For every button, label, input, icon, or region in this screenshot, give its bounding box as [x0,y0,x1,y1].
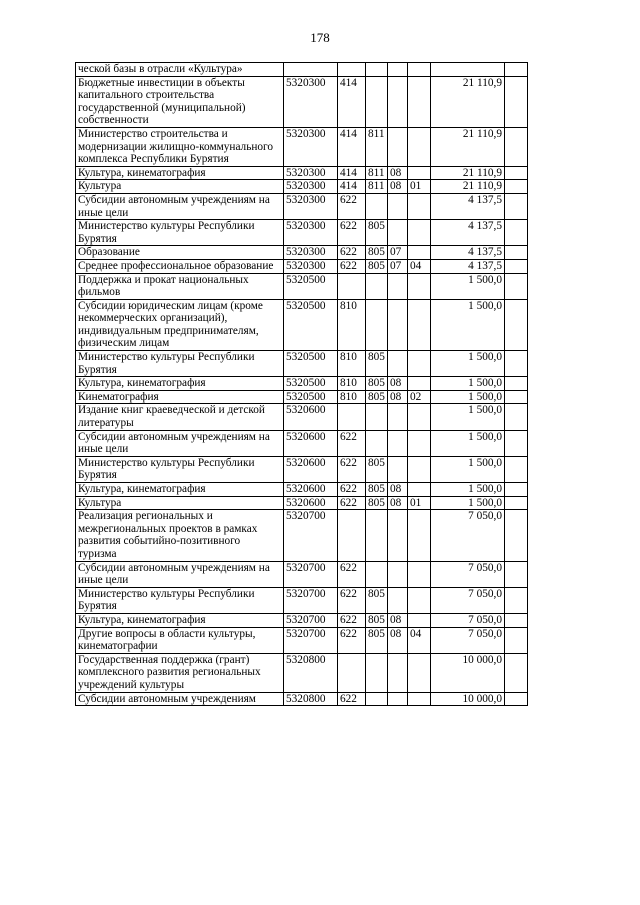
expense-type-cell: 622 [338,456,366,482]
subsection-cell [408,404,431,430]
section-cell [388,351,408,377]
subsection-cell [408,220,431,246]
section-cell [388,76,408,127]
target-article-cell: 5320800 [284,653,338,692]
amount-cell: 7 050,0 [431,510,505,561]
subsection-cell [408,613,431,627]
subsection-cell [408,299,431,350]
expense-type-cell: 622 [338,246,366,260]
section-cell [388,63,408,77]
amount-cell: 7 050,0 [431,561,505,587]
target-article-cell: 5320700 [284,627,338,653]
administrator-code-cell: 805 [366,377,388,391]
empty-cell [505,692,528,706]
section-cell: 08 [388,627,408,653]
empty-cell [505,166,528,180]
administrator-code-cell: 805 [366,496,388,510]
table-row [76,166,528,180]
amount-cell: 7 050,0 [431,627,505,653]
table-row [76,299,528,350]
empty-cell [505,273,528,299]
target-article-cell: 5320300 [284,166,338,180]
amount-cell: 1 500,0 [431,377,505,391]
table-row [76,76,528,127]
row-name-cell: Среднее профессиональное образование [76,259,284,273]
empty-cell [505,351,528,377]
section-cell [388,430,408,456]
expense-type-cell [338,273,366,299]
administrator-code-cell [366,561,388,587]
administrator-code-cell [366,193,388,219]
row-name-cell: Бюджетные инвестиции в объекты капитального строительства государственной (муниципальной) собственности [76,76,284,127]
section-cell [388,299,408,350]
subsection-cell [408,76,431,127]
row-name-cell: Государственная поддержка (грант) комплексного развития региональных учреждений культуры [76,653,284,692]
section-cell: 08 [388,613,408,627]
row-name-cell: Министерство культуры Республики Бурятия [76,587,284,613]
section-cell [388,692,408,706]
row-name-cell: Субсидии автономным учреждениям на иные цели [76,193,284,219]
administrator-code-cell [366,430,388,456]
empty-cell [505,627,528,653]
target-article-cell: 5320700 [284,561,338,587]
empty-cell [505,483,528,497]
target-article-cell: 5320300 [284,76,338,127]
row-name-cell: Министерство культуры Республики Бурятия [76,220,284,246]
empty-cell [505,496,528,510]
section-cell: 07 [388,259,408,273]
section-cell [388,220,408,246]
empty-cell [505,510,528,561]
row-name-cell: ческой базы в отрасли «Культура» [76,63,284,77]
table-row [76,483,528,497]
section-cell [388,561,408,587]
empty-cell [505,246,528,260]
subsection-cell: 04 [408,259,431,273]
table-row [76,351,528,377]
subsection-cell: 02 [408,390,431,404]
table-row [76,456,528,482]
expense-type-cell: 622 [338,496,366,510]
expense-type-cell: 622 [338,692,366,706]
administrator-code-cell [366,653,388,692]
empty-cell [505,127,528,166]
section-cell [388,404,408,430]
expense-type-cell: 622 [338,193,366,219]
target-article-cell: 5320500 [284,273,338,299]
amount-cell: 10 000,0 [431,653,505,692]
row-name-cell: Министерство культуры Республики Бурятия [76,351,284,377]
target-article-cell: 5320300 [284,259,338,273]
amount-cell: 21 110,9 [431,127,505,166]
row-name-cell: Субсидии автономным учреждениям на иные цели [76,430,284,456]
amount-cell: 4 137,5 [431,246,505,260]
subsection-cell [408,193,431,219]
administrator-code-cell: 805 [366,259,388,273]
table-row [76,390,528,404]
subsection-cell [408,587,431,613]
expense-type-cell: 810 [338,377,366,391]
empty-cell [505,180,528,194]
target-article-cell: 5320700 [284,510,338,561]
administrator-code-cell: 805 [366,483,388,497]
expense-type-cell: 810 [338,351,366,377]
target-article-cell: 5320300 [284,246,338,260]
empty-cell [505,63,528,77]
row-name-cell: Субсидии автономным учреждениям на иные цели [76,561,284,587]
target-article-cell: 5320500 [284,390,338,404]
target-article-cell: 5320600 [284,496,338,510]
section-cell: 08 [388,166,408,180]
expense-type-cell: 414 [338,180,366,194]
table-row [76,496,528,510]
amount-cell: 7 050,0 [431,613,505,627]
table-row [76,377,528,391]
subsection-cell [408,430,431,456]
table-row [76,193,528,219]
expense-type-cell: 622 [338,587,366,613]
amount-cell [431,63,505,77]
expense-type-cell [338,653,366,692]
empty-cell [505,430,528,456]
target-article-cell: 5320800 [284,692,338,706]
administrator-code-cell [366,273,388,299]
table-row [76,404,528,430]
expense-type-cell [338,63,366,77]
amount-cell: 1 500,0 [431,390,505,404]
administrator-code-cell: 805 [366,456,388,482]
empty-cell [505,390,528,404]
table-row [76,653,528,692]
subsection-cell [408,692,431,706]
subsection-cell [408,456,431,482]
row-name-cell: Субсидии юридическим лицам (кроме некоммерческих организаций), индивидуальным предпринимателям, физическим лицам [76,299,284,350]
expense-type-cell: 414 [338,76,366,127]
target-article-cell: 5320700 [284,613,338,627]
row-name-cell: Кинематография [76,390,284,404]
amount-cell: 21 110,9 [431,76,505,127]
subsection-cell [408,377,431,391]
expense-type-cell: 622 [338,259,366,273]
row-name-cell: Министерство культуры Республики Бурятия [76,456,284,482]
table-row [76,246,528,260]
section-cell [388,127,408,166]
subsection-cell [408,127,431,166]
section-cell [388,456,408,482]
table-row [76,273,528,299]
row-name-cell: Культура, кинематография [76,377,284,391]
subsection-cell [408,653,431,692]
expense-type-cell: 810 [338,390,366,404]
amount-cell: 7 050,0 [431,587,505,613]
table-row [76,613,528,627]
amount-cell: 10 000,0 [431,692,505,706]
table-row [76,430,528,456]
row-name-cell: Другие вопросы в области культуры, кинематографии [76,627,284,653]
amount-cell: 1 500,0 [431,430,505,456]
administrator-code-cell: 805 [366,613,388,627]
empty-cell [505,404,528,430]
subsection-cell: 01 [408,496,431,510]
amount-cell: 4 137,5 [431,220,505,246]
target-article-cell: 5320500 [284,351,338,377]
target-article-cell: 5320300 [284,180,338,194]
row-name-cell: Культура [76,496,284,510]
target-article-cell [284,63,338,77]
row-name-cell: Культура, кинематография [76,166,284,180]
amount-cell: 1 500,0 [431,496,505,510]
section-cell: 08 [388,377,408,391]
administrator-code-cell: 805 [366,351,388,377]
administrator-code-cell: 811 [366,127,388,166]
row-name-cell: Культура, кинематография [76,613,284,627]
row-name-cell: Издание книг краеведческой и детской литературы [76,404,284,430]
table-row [76,180,528,194]
amount-cell: 1 500,0 [431,483,505,497]
row-name-cell: Субсидии автономным учреждениям [76,692,284,706]
subsection-cell [408,246,431,260]
row-name-cell: Реализация региональных и межрегиональных проектов в рамках развития событийно-позитивного туризма [76,510,284,561]
expense-type-cell: 622 [338,430,366,456]
target-article-cell: 5320600 [284,456,338,482]
empty-cell [505,456,528,482]
administrator-code-cell: 811 [366,180,388,194]
table-row [76,259,528,273]
expense-type-cell: 414 [338,127,366,166]
amount-cell: 1 500,0 [431,404,505,430]
section-cell [388,273,408,299]
empty-cell [505,220,528,246]
subsection-cell: 04 [408,627,431,653]
table-row [76,587,528,613]
administrator-code-cell: 805 [366,587,388,613]
administrator-code-cell [366,63,388,77]
expense-type-cell: 622 [338,561,366,587]
section-cell [388,510,408,561]
table-body [76,63,528,706]
expense-type-cell: 622 [338,220,366,246]
administrator-code-cell [366,76,388,127]
empty-cell [505,299,528,350]
expense-type-cell: 810 [338,299,366,350]
amount-cell: 4 137,5 [431,193,505,219]
target-article-cell: 5320300 [284,193,338,219]
target-article-cell: 5320300 [284,127,338,166]
section-cell: 08 [388,390,408,404]
subsection-cell [408,166,431,180]
empty-cell [505,259,528,273]
empty-cell [505,377,528,391]
amount-cell: 21 110,9 [431,166,505,180]
subsection-cell [408,483,431,497]
subsection-cell [408,63,431,77]
empty-cell [505,653,528,692]
administrator-code-cell [366,404,388,430]
administrator-code-cell: 805 [366,220,388,246]
table-row [76,561,528,587]
table-row [76,220,528,246]
section-cell [388,653,408,692]
table-row [76,692,528,706]
row-name-cell: Культура, кинематография [76,483,284,497]
row-name-cell: Поддержка и прокат национальных фильмов [76,273,284,299]
table-row [76,627,528,653]
administrator-code-cell: 805 [366,390,388,404]
administrator-code-cell: 805 [366,627,388,653]
target-article-cell: 5320500 [284,299,338,350]
section-cell [388,193,408,219]
subsection-cell [408,561,431,587]
table-row [76,510,528,561]
target-article-cell: 5320600 [284,483,338,497]
expense-type-cell: 414 [338,166,366,180]
row-name-cell: Образование [76,246,284,260]
empty-cell [505,193,528,219]
administrator-code-cell [366,510,388,561]
section-cell: 07 [388,246,408,260]
section-cell [388,587,408,613]
amount-cell: 21 110,9 [431,180,505,194]
target-article-cell: 5320300 [284,220,338,246]
amount-cell: 1 500,0 [431,299,505,350]
administrator-code-cell [366,692,388,706]
empty-cell [505,561,528,587]
row-name-cell: Культура [76,180,284,194]
administrator-code-cell: 805 [366,246,388,260]
table-row [76,63,528,77]
budget-table [75,62,528,706]
target-article-cell: 5320500 [284,377,338,391]
empty-cell [505,587,528,613]
subsection-cell: 01 [408,180,431,194]
amount-cell: 4 137,5 [431,259,505,273]
target-article-cell: 5320600 [284,430,338,456]
row-name-cell: Министерство строительства и модернизации жилищно-коммунального комплекса Республики Бурятия [76,127,284,166]
amount-cell: 1 500,0 [431,351,505,377]
amount-cell: 1 500,0 [431,456,505,482]
target-article-cell: 5320700 [284,587,338,613]
subsection-cell [408,351,431,377]
table-row [76,127,528,166]
page-number: 178 [310,30,330,45]
expense-type-cell [338,510,366,561]
expense-type-cell [338,404,366,430]
expense-type-cell: 622 [338,483,366,497]
amount-cell: 1 500,0 [431,273,505,299]
empty-cell [505,76,528,127]
administrator-code-cell [366,299,388,350]
expense-type-cell: 622 [338,613,366,627]
empty-cell [505,613,528,627]
section-cell: 08 [388,496,408,510]
administrator-code-cell: 811 [366,166,388,180]
subsection-cell [408,510,431,561]
section-cell: 08 [388,180,408,194]
expense-type-cell: 622 [338,627,366,653]
subsection-cell [408,273,431,299]
section-cell: 08 [388,483,408,497]
target-article-cell: 5320600 [284,404,338,430]
